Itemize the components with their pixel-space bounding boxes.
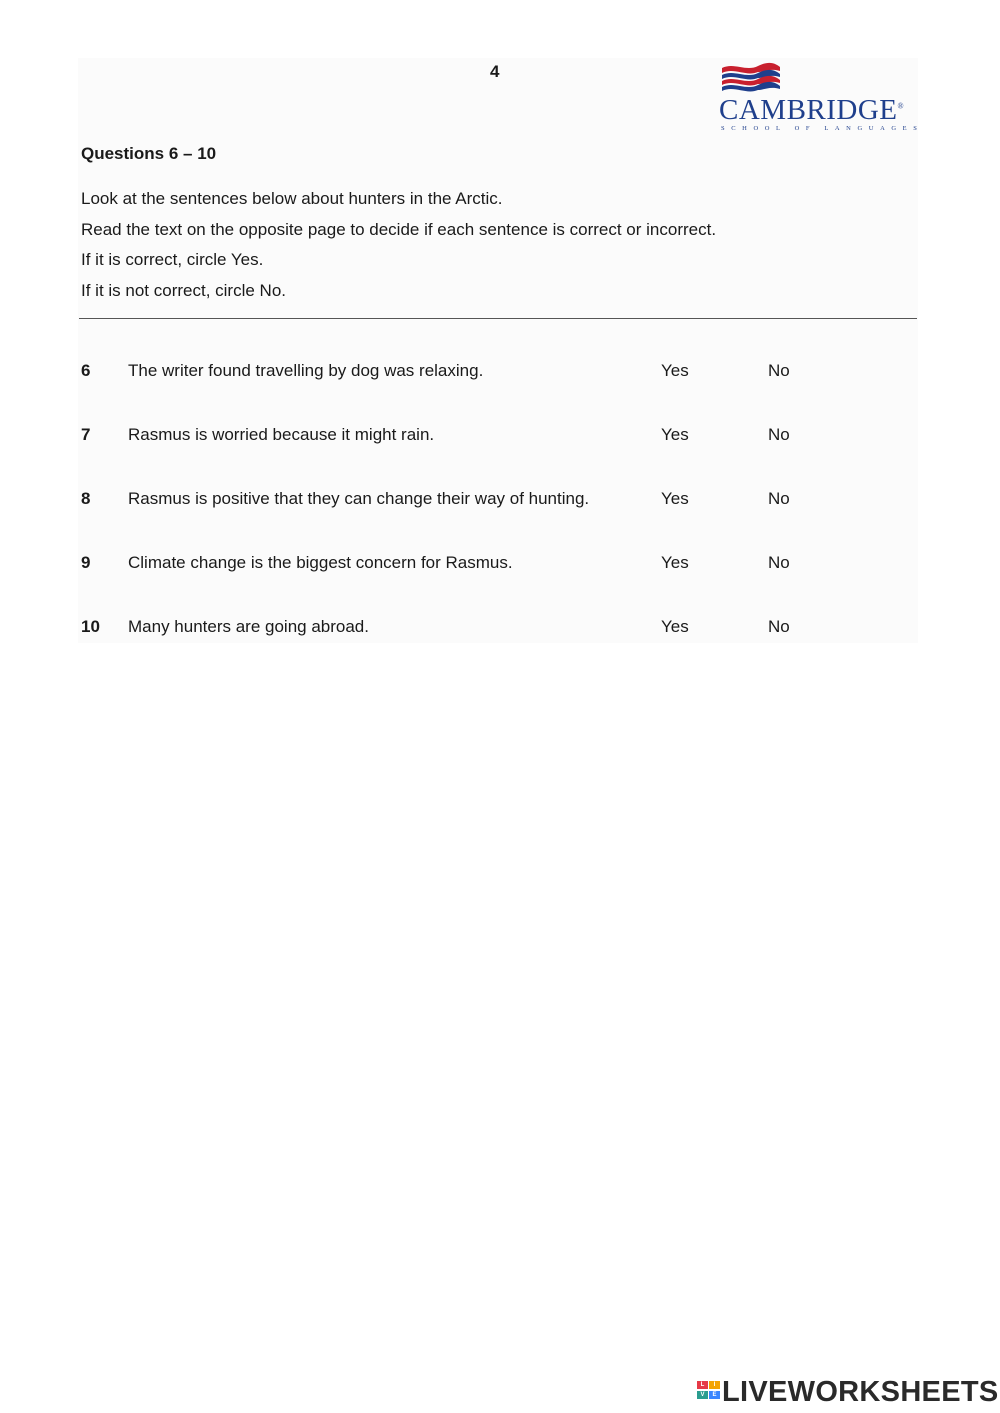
question-row (0, 489, 1000, 513)
instruction-line: If it is correct, circle Yes. (81, 250, 264, 269)
instruction-line: Read the text on the opposite page to decide if each sentence is correct or incorrect. (81, 219, 717, 239)
divider-line (79, 318, 917, 319)
instructions (81, 184, 716, 306)
question-text: Rasmus is worried because it might rain. (128, 425, 435, 444)
page-number: 4 (490, 62, 500, 81)
questions-heading: Questions 6 – 10 (81, 144, 217, 163)
answer-yes[interactable]: Yes (661, 489, 689, 508)
question-row (0, 553, 1000, 577)
answer-yes[interactable]: Yes (661, 617, 689, 636)
question-number: 7 (81, 425, 91, 444)
logo-wordmark: CAMBRIDGE® (719, 94, 905, 126)
question-number: 6 (81, 361, 91, 380)
icon-letter: L (697, 1381, 708, 1389)
instruction-line: Look at the sentences below about hunters in the Arctic. (81, 189, 503, 208)
question-text: Rasmus is positive that they can change their way of hunting. (128, 489, 590, 508)
question-number: 8 (81, 489, 91, 508)
question-row (0, 617, 1000, 641)
icon-letter: E (709, 1391, 720, 1399)
answer-yes[interactable]: Yes (661, 361, 689, 380)
answer-yes[interactable]: Yes (661, 553, 689, 572)
answer-no[interactable]: No (768, 553, 790, 572)
question-text: The writer found travelling by dog was relaxing. (128, 361, 484, 380)
liveworksheets-wordmark: LIVEWORKSHEETS (722, 1376, 999, 1408)
logo-subtitle: SCHOOL OF LANGUAGES (721, 125, 924, 132)
icon-letter: I (709, 1381, 720, 1389)
answer-no[interactable]: No (768, 361, 790, 380)
question-text: Climate change is the biggest concern for Rasmus. (128, 553, 513, 572)
answer-yes[interactable]: Yes (661, 425, 689, 444)
answer-no[interactable]: No (768, 489, 790, 508)
cambridge-logo (716, 60, 924, 136)
answer-no[interactable]: No (768, 425, 790, 444)
question-row (0, 361, 1000, 385)
question-row (0, 425, 1000, 449)
question-number: 9 (81, 553, 91, 572)
question-number: 10 (81, 617, 100, 636)
question-text: Many hunters are going abroad. (128, 617, 369, 636)
liveworksheets-icon (697, 1381, 721, 1409)
answer-no[interactable]: No (768, 617, 790, 636)
instruction-line: If it is not correct, circle No. (81, 280, 286, 300)
icon-letter: V (697, 1391, 708, 1399)
